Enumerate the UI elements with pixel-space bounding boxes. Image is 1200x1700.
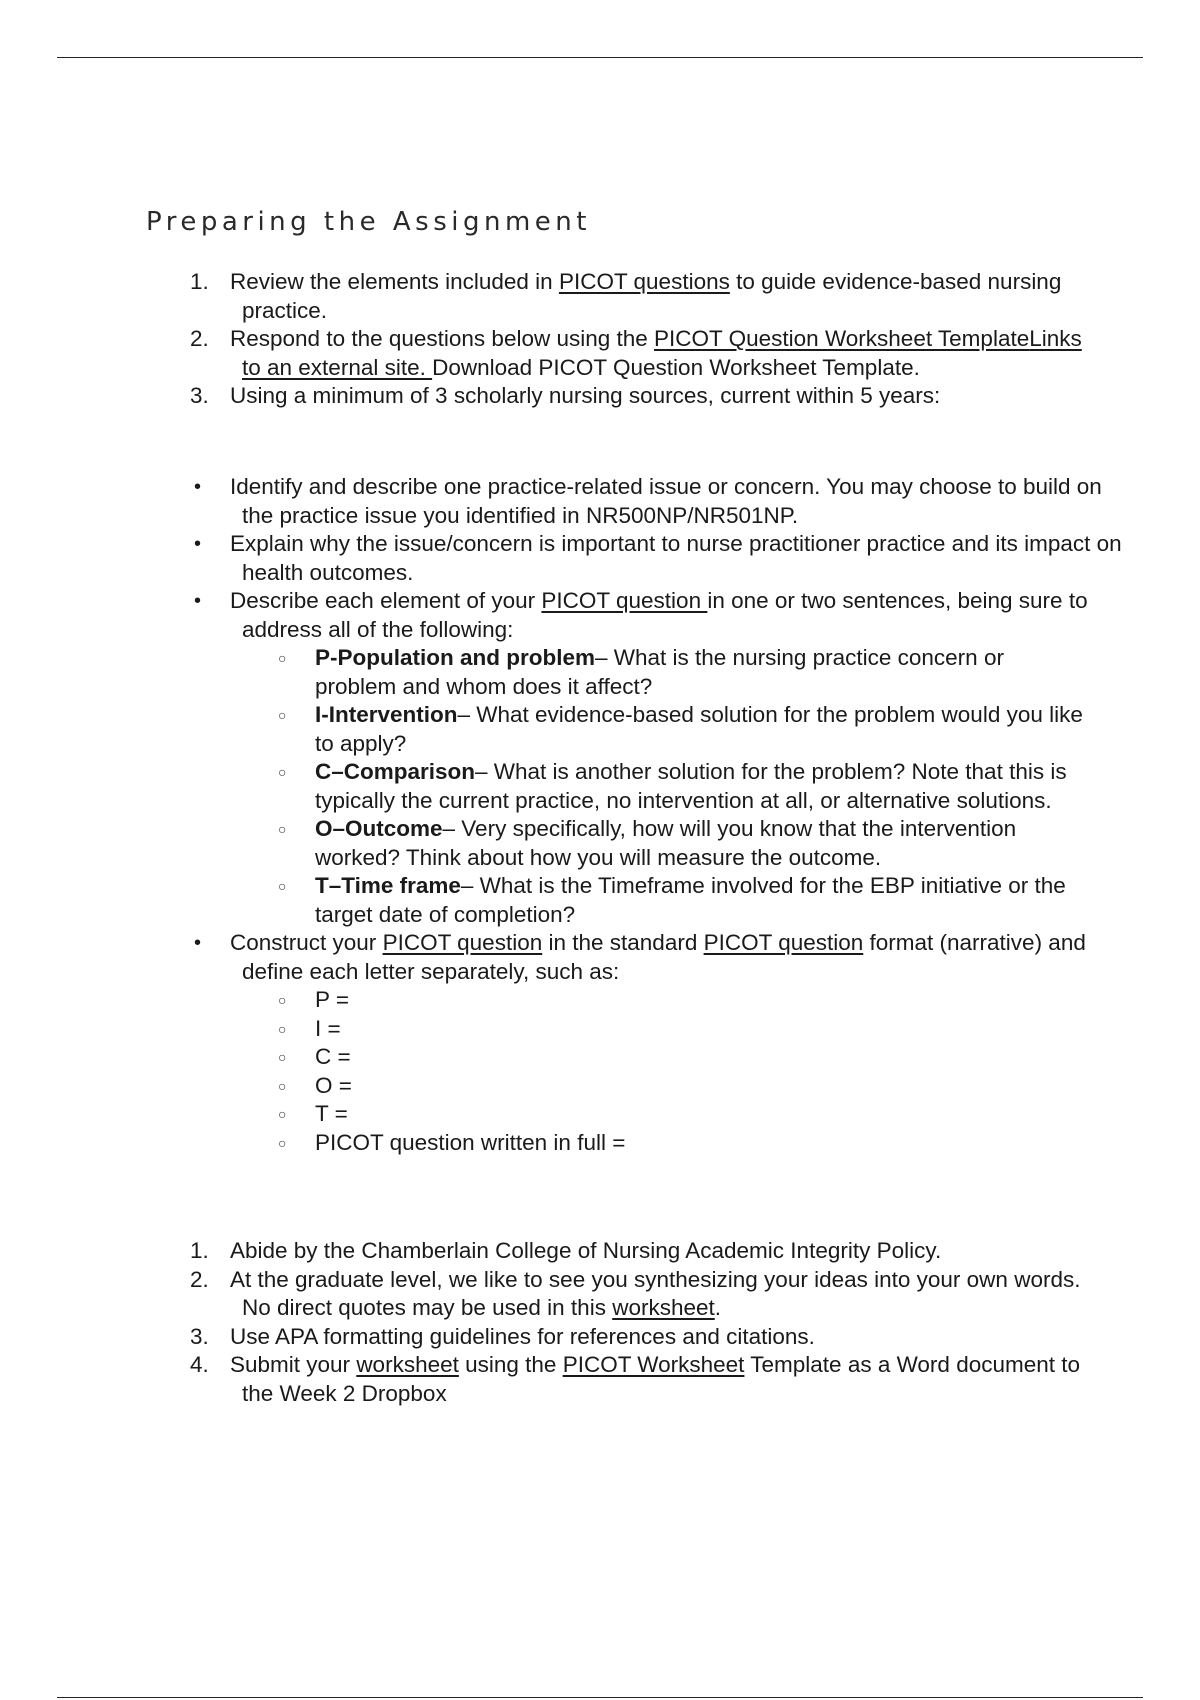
sub-bullet-item <box>0 758 1085 815</box>
circle-bullet-icon: ○ <box>278 1106 287 1122</box>
list-number: 3. <box>190 1323 209 1349</box>
numbered-list-requirements <box>0 1237 1200 1408</box>
text-run: T = <box>315 1101 348 1126</box>
sub-bullet-item <box>0 701 1085 758</box>
text-run: – Very specifically, how will you know that the intervention worked? Think about how you will measure the outcome. <box>315 816 1017 870</box>
list-item-text <box>230 1237 1100 1266</box>
text-run: I = <box>315 1015 341 1041</box>
footer-rule <box>57 1697 1143 1698</box>
circle-bullet-icon: ○ <box>278 821 287 837</box>
circle-bullet-icon: ○ <box>278 1049 287 1065</box>
text-run: Explain why the issue/concern is important to nurse practitioner practice and its impact on health outcomes. <box>230 531 1122 585</box>
list-item <box>0 325 1100 382</box>
page-title: Preparing the Assignment <box>146 207 591 237</box>
bullet-item-text <box>230 587 1130 644</box>
list-item-text <box>230 382 1100 411</box>
list-item-text <box>230 1351 1100 1408</box>
sub-bullet-item <box>0 1072 1085 1101</box>
sub-bullet-text <box>315 816 1016 870</box>
header-rule <box>57 57 1143 58</box>
bullet-icon: • <box>194 533 202 555</box>
text-run: Using a minimum of 3 scholarly nursing sources, current within 5 years: <box>230 383 941 408</box>
list-item-text <box>230 1323 1100 1352</box>
sub-bullet-text <box>315 1016 341 1041</box>
list-number: 1. <box>190 1238 209 1263</box>
text-run: format (narrative) and define each letter separately, such as: <box>242 930 1086 984</box>
sub-bullet-item <box>0 815 1085 872</box>
list-item <box>0 1266 1100 1323</box>
bullet-item <box>0 530 1130 587</box>
sub-bullet-item <box>0 1043 1085 1072</box>
text-run: in one or two sentences, being sure to address all of the following: <box>242 588 1088 642</box>
bullet-icon: • <box>194 932 202 954</box>
hyperlink[interactable]: worksheet <box>612 1295 715 1320</box>
sub-bullet-item <box>0 872 1085 929</box>
text-run: At the graduate level, we like to see you synthesizing your ideas into your own words. No direct quotes may be used in this <box>230 1266 1081 1320</box>
list-number: 2. <box>190 326 209 351</box>
hyperlink[interactable]: PICOT Question Worksheet Template <box>654 326 1030 351</box>
bold-term: O–Outcome <box>315 816 443 841</box>
text-run: – What evidence-based solution for the problem would you like to apply? <box>315 702 1083 756</box>
list-item <box>0 382 1100 411</box>
list-number: 4. <box>190 1352 209 1377</box>
list-item <box>0 1237 1100 1266</box>
sub-bullet-text <box>315 702 1083 756</box>
list-item <box>0 268 1100 325</box>
bold-term: C–Comparison <box>315 759 476 784</box>
sub-bullet-text <box>315 1101 348 1126</box>
bullet-icon: • <box>194 590 202 612</box>
bullet-item <box>0 587 1130 644</box>
numbered-list-steps <box>0 268 1200 411</box>
text-run: Respond to the questions below using the <box>230 326 655 351</box>
bullet-icon: • <box>194 476 202 498</box>
hyperlink[interactable]: Links to an external site. <box>242 326 1082 380</box>
hyperlink[interactable]: PICOT question <box>703 930 864 955</box>
text-run: in the standard <box>542 930 704 955</box>
text-run: PICOT question written in full = <box>315 1129 626 1155</box>
circle-bullet-icon: ○ <box>278 878 287 894</box>
hyperlink[interactable]: PICOT Worksheet <box>562 1352 745 1377</box>
circle-bullet-icon: ○ <box>278 992 287 1008</box>
bullet-item-text <box>230 530 1130 587</box>
text-run: Construct your <box>230 930 383 955</box>
bold-term: T–Time frame <box>315 873 461 898</box>
circle-bullet-icon: ○ <box>278 764 287 780</box>
text-run: Describe each element of your <box>230 588 542 613</box>
text-run: Use APA formatting guidelines for references and citations. <box>230 1323 815 1349</box>
text-run: Download PICOT Question Worksheet Template. <box>432 354 920 380</box>
list-number: 2. <box>190 1266 209 1292</box>
bullet-item-text <box>230 929 1130 986</box>
list-item <box>0 1323 1100 1352</box>
bullet-item <box>0 473 1130 530</box>
sub-bullet-item <box>0 644 1085 701</box>
list-item <box>0 1351 1100 1408</box>
sub-bullet-text <box>315 645 1004 699</box>
sub-bullet-item <box>0 1015 1085 1044</box>
sub-bullet-item <box>0 986 1085 1015</box>
hyperlink[interactable]: PICOT question <box>382 930 543 955</box>
hyperlink[interactable]: PICOT questions <box>558 269 730 294</box>
text-run: P = <box>315 987 349 1012</box>
sub-bullet-text <box>315 873 1066 927</box>
list-item-text <box>230 1266 1100 1323</box>
hyperlink[interactable]: PICOT question <box>541 588 708 613</box>
circle-bullet-icon: ○ <box>278 1134 287 1151</box>
sub-bullet-text <box>315 987 349 1012</box>
text-run: to guide evidence-based nursing practice. <box>242 269 1062 323</box>
text-run: Abide by the Chamberlain College of Nursing Academic Integrity Policy. <box>230 1238 942 1263</box>
text-run: Identify and describe one practice-related issue or concern. You may choose to build on the practice issue you identified in NR500NP/NR501NP. <box>230 474 1102 528</box>
sub-bullet-text <box>315 1044 351 1069</box>
bulleted-list-tasks <box>0 473 1200 1157</box>
list-item-text <box>230 325 1100 382</box>
sub-bullet-item <box>0 1100 1085 1129</box>
sub-bullet-item <box>0 1129 1085 1158</box>
sub-bullet-text <box>315 1130 625 1155</box>
text-run: Review the elements included in <box>230 269 559 294</box>
text-run: C = <box>315 1044 351 1069</box>
sub-bullet-text <box>315 759 1067 813</box>
text-run: – What is another solution for the problem? Note that this is typically the current practice, no intervention at all, or alternative solutions. <box>315 759 1067 813</box>
hyperlink[interactable]: worksheet <box>356 1352 459 1377</box>
text-run: Submit your <box>230 1352 357 1377</box>
circle-bullet-icon: ○ <box>278 1077 287 1094</box>
circle-bullet-icon: ○ <box>278 707 287 723</box>
list-number: 3. <box>190 383 209 408</box>
bullet-item-text <box>230 473 1130 530</box>
circle-bullet-icon: ○ <box>278 650 287 666</box>
text-run: – What is the nursing practice concern or problem and whom does it affect? <box>315 645 1004 699</box>
circle-bullet-icon: ○ <box>278 1020 287 1037</box>
sub-bullet-text <box>315 1073 352 1098</box>
list-number: 1. <box>190 269 209 294</box>
bold-term: I-Intervention <box>315 702 458 727</box>
list-item-text <box>230 268 1100 325</box>
bold-term: P-Population and problem <box>315 645 595 670</box>
text-run: O = <box>315 1072 352 1098</box>
text-run: – What is the Timeframe involved for the EBP initiative or the target date of completion? <box>315 873 1066 927</box>
text-run: . <box>714 1295 722 1320</box>
bullet-item <box>0 929 1130 986</box>
text-run: using the <box>458 1352 563 1377</box>
text-run: Template as a Word document to the Week 2 Dropbox <box>242 1352 1081 1406</box>
